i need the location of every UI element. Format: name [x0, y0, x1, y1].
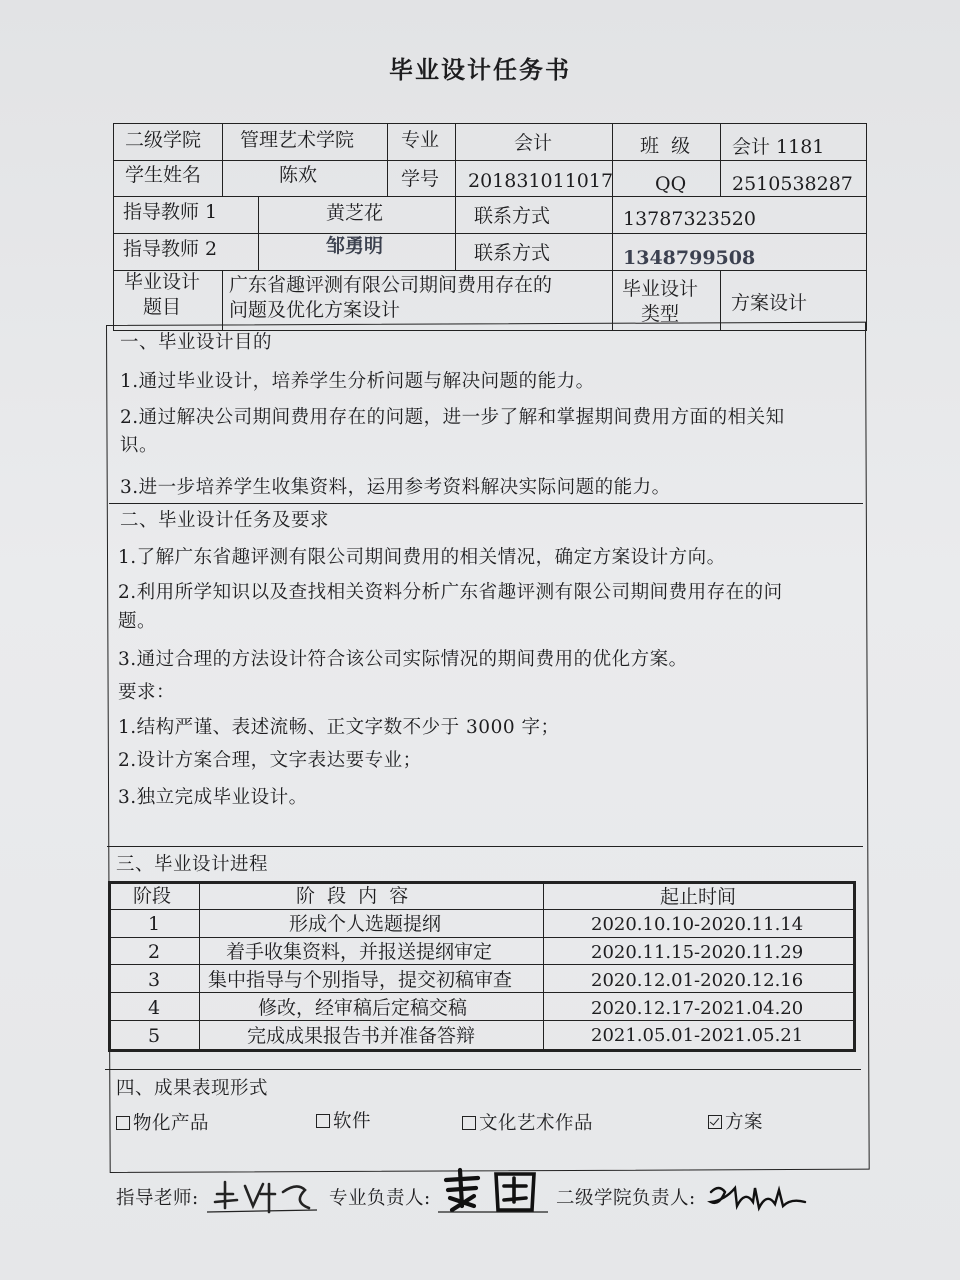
topic-value-line1: 广东省趣评测有限公司期间费用存在的: [229, 274, 553, 296]
row-divider: [109, 964, 855, 965]
section4-heading: 四、成果表现形式: [116, 1078, 269, 1099]
major-head-signature: [438, 1166, 548, 1216]
row-divider: [109, 992, 855, 993]
row-divider: [109, 909, 855, 910]
section1-line: 2.通过解决公司期间费用存在的问题，进一步了解和掌握期间费用方面的相关知: [120, 407, 785, 428]
class-label: 班 级: [640, 135, 691, 157]
qq-label: QQ: [655, 173, 687, 195]
col-divider: [258, 196, 259, 270]
college-value: 管理艺术学院: [240, 129, 355, 151]
option-label: 方案: [725, 1112, 764, 1133]
section-divider: [105, 1069, 861, 1070]
advisor-sign-label: 指导老师:: [116, 1188, 199, 1209]
section1-line: 识。: [120, 435, 159, 456]
checkbox-unchecked: [462, 1116, 476, 1130]
row-divider: [113, 233, 867, 234]
checkbox-checked: [708, 1115, 722, 1129]
contact2-value: 1348799508: [623, 247, 756, 269]
topic-label-line2: 题目: [143, 296, 182, 318]
class-value: 会计 1181: [732, 136, 825, 158]
type-value: 方案设计: [731, 292, 808, 314]
major-value: 会计: [514, 132, 553, 154]
section2-line: 2.利用所学知识以及查找相关资料分析广东省趣评测有限公司期间费用存在的问: [118, 582, 783, 603]
row-divider: [109, 937, 855, 938]
contact1-value: 13787323520: [623, 208, 756, 230]
option-art-work[interactable]: [462, 1114, 593, 1133]
sid-value: 201831011017: [468, 170, 614, 192]
col-divider: [387, 123, 388, 196]
section-divider: [107, 846, 863, 847]
option-label: 物化产品: [133, 1113, 210, 1134]
section2-heading: 二、毕业设计任务及要求: [120, 510, 330, 531]
schedule-stage: 3: [148, 969, 161, 991]
student-label: 学生姓名: [125, 164, 202, 186]
section2-line: 3.通过合理的方法设计符合该公司实际情况的期间费用的优化方案。: [118, 649, 688, 670]
option-plan[interactable]: [708, 1113, 763, 1132]
schedule-content: 着手收集资料，并报送提纲审定: [226, 941, 493, 963]
section1-heading: 一、毕业设计目的: [120, 332, 273, 353]
option-label: 软件: [333, 1111, 372, 1132]
schedule-content: 形成个人选题提纲: [289, 913, 442, 935]
topic-value-line2: 问题及优化方案设计: [229, 299, 401, 321]
schedule-time: 2020.12.01-2020.12.16: [591, 970, 804, 991]
schedule-stage: 5: [148, 1025, 161, 1047]
schedule-time: 2020.12.17-2021.04.20: [591, 998, 804, 1019]
document-title: 毕业设计任务书: [389, 56, 571, 84]
major-head-sign-label: 专业负责人:: [329, 1188, 431, 1209]
topic-label-line1: 毕业设计: [124, 271, 201, 293]
option-label: 文化艺术作品: [479, 1113, 594, 1134]
section3-heading: 三、毕业设计进程: [116, 854, 269, 875]
schedule-content: 完成成果报告书并准备答辩: [247, 1025, 476, 1047]
schedule-header-content: 阶 段 内 容: [296, 885, 409, 907]
section1-line: 3.进一步培养学生收集资料，运用参考资料解决实际问题的能力。: [120, 477, 671, 498]
type-label-line2: 类型: [641, 303, 680, 325]
col-divider: [455, 196, 456, 270]
requirement-line: 1.结构严谨、表述流畅、正文字数不少于 3000 字；: [118, 717, 560, 738]
checkbox-unchecked: [316, 1114, 330, 1128]
major-label: 专业: [401, 129, 440, 151]
schedule-stage: 1: [148, 913, 161, 935]
advisor-signature: [205, 1172, 320, 1217]
schedule-header-time: 起止时间: [660, 886, 737, 908]
schedule-content: 集中指导与个别指导，提交初稿审查: [208, 969, 513, 991]
schedule-content: 修改，经审稿后定稿交稿: [258, 997, 468, 1019]
contact2-label: 联系方式: [474, 242, 551, 264]
student-value: 陈欢: [279, 164, 318, 186]
schedule-time: 2021.05.01-2021.05.21: [591, 1025, 804, 1046]
col-divider: [543, 882, 544, 1050]
qq-value: 2510538287: [732, 173, 853, 195]
row-divider: [113, 196, 867, 197]
option-material-product[interactable]: [116, 1114, 209, 1133]
schedule-stage: 2: [148, 941, 161, 963]
col-divider: [222, 270, 223, 331]
col-divider: [612, 196, 613, 270]
schedule-time: 2020.11.15-2020.11.29: [591, 942, 804, 963]
requirement-line: 3.独立完成毕业设计。: [118, 787, 308, 808]
col-divider: [222, 123, 223, 196]
col-divider: [199, 882, 200, 1050]
advisor1-label: 指导教师 1: [123, 201, 218, 223]
row-divider: [109, 1020, 855, 1021]
advisor2-value: 邹勇明: [326, 235, 384, 257]
advisor2-label: 指导教师 2: [123, 238, 218, 260]
sid-label: 学号: [401, 168, 440, 190]
section1-line: 1.通过毕业设计，培养学生分析问题与解决问题的能力。: [120, 371, 595, 392]
type-label-line1: 毕业设计: [622, 278, 699, 300]
section2-line: 题。: [118, 611, 157, 632]
requirement-line: 2.设计方案合理，文字表达要专业；: [118, 750, 422, 771]
option-software[interactable]: [316, 1112, 371, 1131]
contact1-label: 联系方式: [474, 205, 551, 227]
schedule-header-stage: 阶段: [133, 885, 172, 907]
row-divider: [113, 270, 867, 271]
schedule-time: 2020.10.10-2020.11.14: [591, 914, 804, 935]
section2-line: 1.了解广东省趣评测有限公司期间费用的相关情况，确定方案设计方向。: [118, 547, 726, 568]
schedule-stage: 4: [148, 997, 161, 1019]
col-divider: [720, 123, 721, 196]
college-head-sign-label: 二级学院负责人:: [556, 1188, 696, 1209]
col-divider: [455, 123, 456, 196]
row-divider: [113, 160, 867, 161]
section-divider: [109, 503, 863, 504]
college-label: 二级学院: [125, 129, 202, 151]
checkbox-unchecked: [116, 1116, 130, 1130]
requirements-heading: 要求：: [118, 682, 176, 703]
college-head-signature: [705, 1180, 810, 1215]
advisor1-value: 黄芝花: [326, 202, 384, 224]
